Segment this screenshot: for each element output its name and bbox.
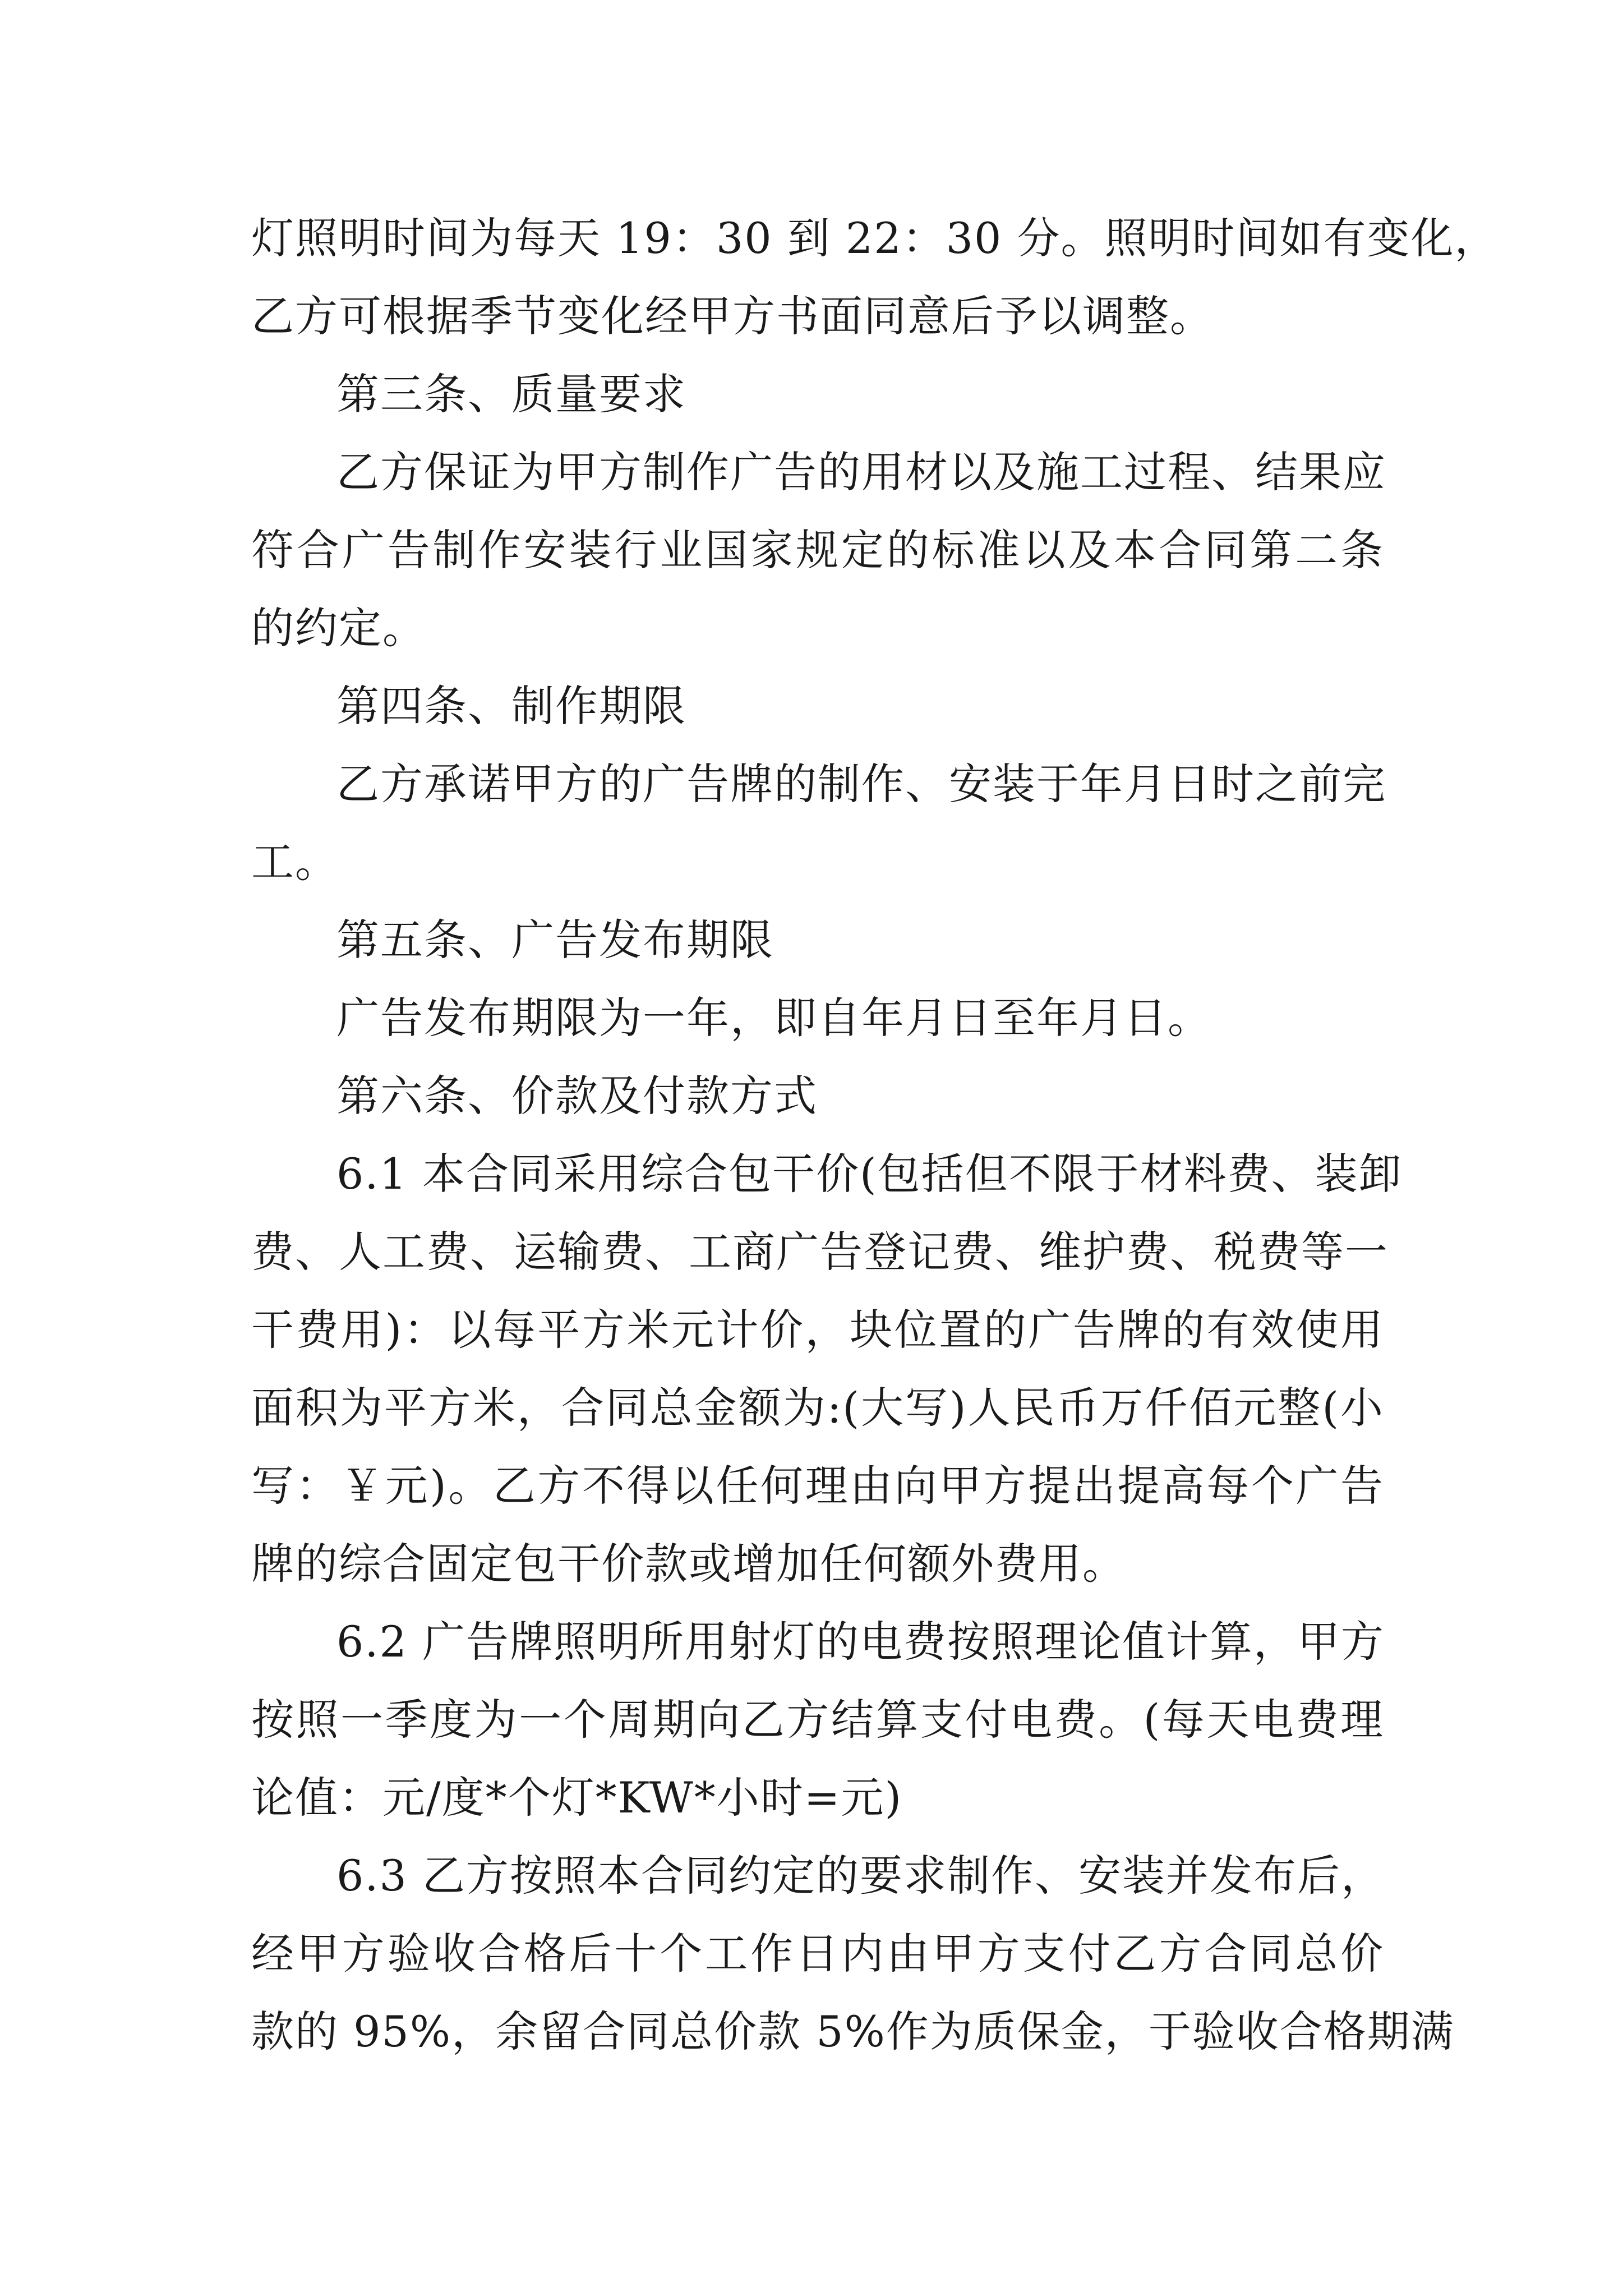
text-line: 的约定。 bbox=[251, 603, 426, 653]
section-heading-payment: 第六条、价款及付款方式 bbox=[336, 1071, 818, 1121]
text-line: 乙方可根据季节变化经甲方书面同意后予以调整。 bbox=[251, 291, 1214, 341]
text-line: 符合广告制作安装行业国家规定的标准以及本合同第二条 bbox=[251, 525, 1384, 575]
text-line: 按照一季度为一个周期向乙方结算支付电费。(每天电费理 bbox=[251, 1695, 1384, 1745]
text-line: 灯照明时间为每天 19：30 到 22：30 分。照明时间如有变化， bbox=[251, 213, 1498, 263]
text-line: 面积为平方米，合同总金额为:(大写)人民币万仟佰元整(小 bbox=[251, 1383, 1384, 1433]
text-line: 牌的综合固定包干价款或增加任何额外费用。 bbox=[251, 1539, 1126, 1589]
text-line: 费、人工费、运输费、工商广告登记费、维护费、税费等一 bbox=[251, 1227, 1389, 1277]
text-line: 乙方承诺甲方的广告牌的制作、安装于年月日时之前完 bbox=[336, 759, 1386, 809]
text-line: 经甲方验收合格后十个工作日内由甲方支付乙方合同总价 bbox=[251, 1929, 1384, 1978]
text-line: 6.2 广告牌照明所用射灯的电费按照理论值计算，甲方 bbox=[336, 1617, 1385, 1667]
text-line: 乙方保证为甲方制作广告的用材以及施工过程、结果应 bbox=[336, 447, 1386, 497]
text-line: 广告发布期限为一年，即自年月日至年月日。 bbox=[336, 993, 1211, 1043]
text-line: 6.1 本合同采用综合包干价(包括但不限于材料费、装卸 bbox=[336, 1149, 1403, 1199]
text-line: 写：￥元)。乙方不得以任何理由向甲方提出提高每个广告 bbox=[251, 1461, 1384, 1511]
section-heading-publication-period: 第五条、广告发布期限 bbox=[336, 915, 774, 965]
text-line: 6.3 乙方按照本合同约定的要求制作、安装并发布后， bbox=[336, 1851, 1385, 1901]
section-heading-quality: 第三条、质量要求 bbox=[336, 369, 686, 419]
text-line: 工。 bbox=[251, 837, 339, 887]
text-line: 款的 95%，余留合同总价款 5%作为质保金，于验收合格期满 bbox=[251, 2007, 1455, 2056]
text-line: 论值：元/度*个灯*KW*小时=元) bbox=[251, 1773, 903, 1823]
text-line: 干费用)：以每平方米元计价，块位置的广告牌的有效使用 bbox=[251, 1305, 1384, 1355]
contract-body-text bbox=[251, 199, 1498, 2070]
section-heading-production-period: 第四条、制作期限 bbox=[336, 681, 686, 731]
